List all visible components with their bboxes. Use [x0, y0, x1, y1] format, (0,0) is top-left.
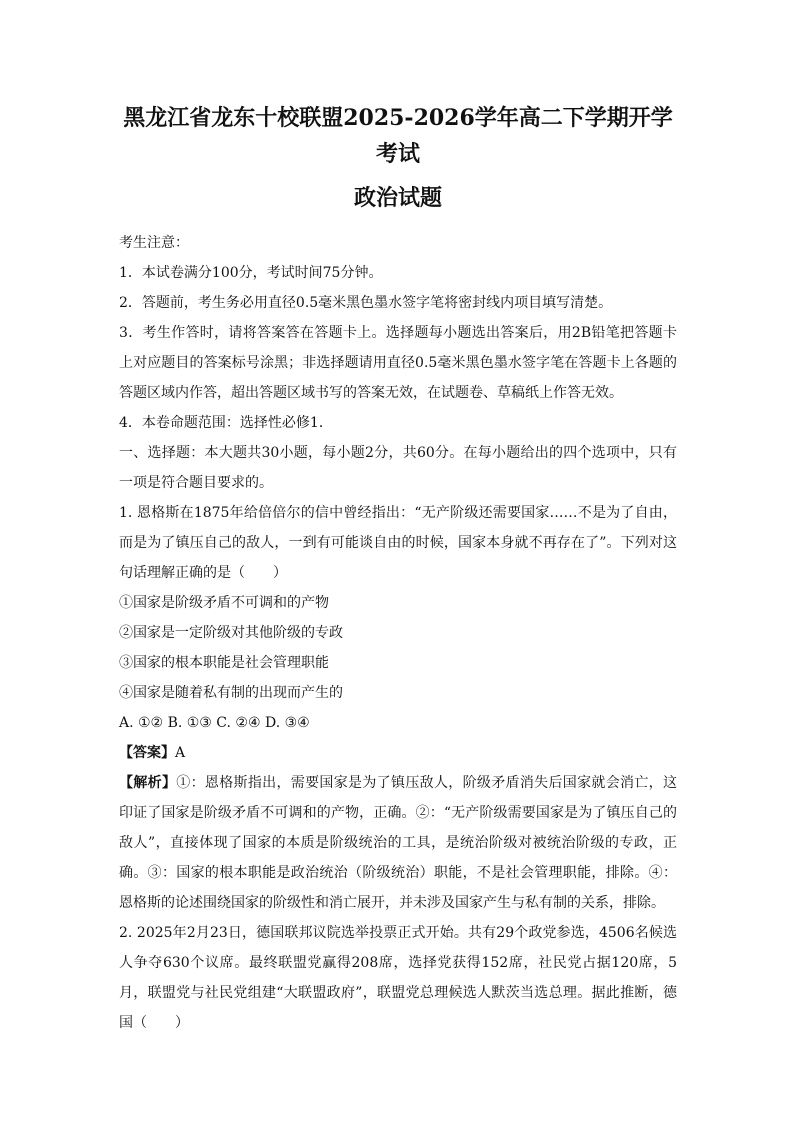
document-title: 黑龙江省龙东十校联盟2025-2026学年高二下学期开学考试 — [123, 105, 673, 167]
question-1-option-1: ①国家是阶级矛盾不可调和的产物 — [119, 595, 329, 611]
question-1-choices: A. ①② B. ①③ C. ②④ D. ③④ — [119, 715, 310, 731]
question-1-option-3: ③国家的根本职能是社会管理职能 — [119, 655, 329, 671]
question-2-stem: 2. 2025年2月23日，德国联邦议院选举投票正式开始。共有29个政党参选，4506名候选人争夺630个议席。最终联盟党赢得208席，选择党获得152席，社民党占据120席，5月，联盟党与社民党组建“大联盟政府”，联盟党总理候选人默茨当选总理。据此推断，德国（ ） — [119, 925, 677, 1031]
question-1-stem: 1. 恩格斯在1875年给倍倍尔的信中曾经指出：“无产阶级还需要国家……不是为了自由，而是为了镇压自己的敌人，一到有可能谈自由的时候，国家本身就不再存在了”。下列对这句话理解正确的是（ ） — [119, 505, 677, 581]
document-subtitle: 政治试题 — [353, 185, 442, 211]
question-1-answer — [119, 738, 677, 768]
notice-4: 4．本卷命题范围：选择性必修1． — [119, 415, 333, 431]
answer-value: A — [175, 745, 186, 761]
answer-label: 【答案】 — [119, 745, 175, 761]
question-1-option-4: ④国家是随着私有制的出现而产生的 — [119, 685, 343, 701]
analysis-label: 【解析】 — [119, 775, 177, 791]
notice-3: 3．考生作答时，请将答案答在答题卡上。选择题每小题选出答案后，用2B铅笔把答题卡上对应题目的答案标号涂黑；非选择题请用直径0.5毫米黑色墨水签字笔在答题卡上各题的答题区域内作答，超出答题区域书写的答案无效，在试题卷、草稿纸上作答无效。 — [119, 325, 677, 401]
analysis-text: ①：恩格斯指出，需要国家是为了镇压敌人，阶级矛盾消失后国家就会消亡，这印证了国家是阶级矛盾不可调和的产物，正确。②：“无产阶级需要国家是为了镇压自己的敌人”，直接体现了国家的本质是阶级统治的工具，是统治阶级对被统治阶级的专政，正确。③：国家的根本职能是政治统治（阶级统治）职能，不是社会管理职能，排除。④：恩格斯的论述围绕国家的阶级性和消亡展开，并未涉及国家产生与私有制的关系，排除。 — [119, 775, 678, 911]
document-page — [119, 100, 677, 1038]
question-1-option-2: ②国家是一定阶级对其他阶级的专政 — [119, 625, 343, 641]
question-1-analysis — [119, 768, 677, 918]
section-heading: 一、选择题：本大题共30小题，每小题2分，共60分。在每小题给出的四个选项中，只有一项是符合题目要求的。 — [119, 445, 677, 491]
notice-2: 2．答题前，考生务必用直径0.5毫米黑色墨水签字笔将密封线内项目填写清楚。 — [119, 295, 613, 311]
notice-1: 1．本试卷满分100分，考试时间75分钟。 — [119, 265, 383, 281]
notice-heading: 考生注意： — [119, 235, 189, 251]
